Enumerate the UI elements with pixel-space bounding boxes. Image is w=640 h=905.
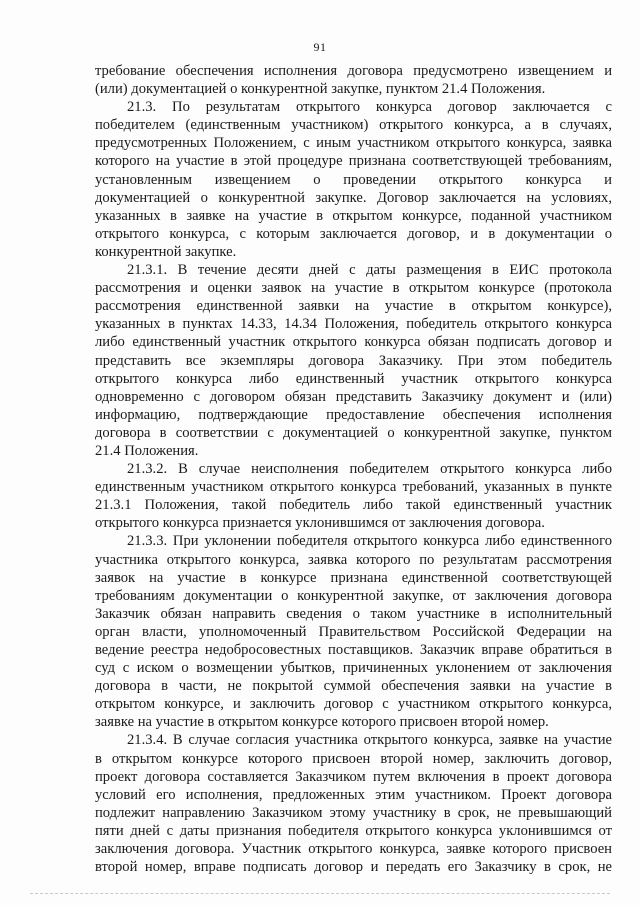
- text-line: договора в части, не покрытой суммой обеспечения заявки на участие в: [95, 678, 612, 695]
- text-line: указанных в заявке на участие в открытом конкурсе, поданной участником: [95, 207, 612, 224]
- text-line: 21.3.1. В течение десяти дней с даты размещения в ЕИС протокола: [127, 262, 612, 279]
- text-line: заявок на участие в конкурсе признана единственной соответствующей: [95, 569, 612, 586]
- text-line: Заказчик обязан направить сведения о таком участнике в исполнительный: [95, 605, 612, 622]
- text-line: информацию, подтверждающие предоставление обеспечения исполнения: [95, 406, 612, 423]
- text-line: суд с иском о возмещении убытков, причиненных уклонением от заключения: [95, 660, 612, 677]
- text-line: требованиям документации о конкурентной закупке, от заключения договора: [95, 587, 612, 604]
- text-line: требование обеспечения исполнения договора предусмотрено извещением и: [95, 63, 612, 79]
- text-line: указанных в пунктах 14.33, 14.34 Положения, победитель открытого конкурса: [95, 316, 612, 333]
- text-line: условий его исполнения, предложенных этим участником. Проект договора: [95, 786, 612, 803]
- text-line: 21.3.3. При уклонении победителя открытого конкурса либо единственного: [127, 533, 612, 550]
- text-line: 21.3.2. В случае неисполнения победителем открытого конкурса либо: [127, 461, 612, 478]
- text-line: которого на участие в этой процедуре признана соответствующей требованиям,: [95, 153, 612, 170]
- text-line: открытом конкурсе, и заключить договор с участником открытого конкурса,: [95, 696, 612, 713]
- document-body: [95, 62, 612, 876]
- text-line: документацией о конкурентной закупке. Договор заключается на условиях,: [95, 189, 612, 206]
- text-line: договора в соответствии с документацией о конкурентной закупке, пунктом: [95, 424, 612, 441]
- page-bottom-divider: [30, 893, 610, 894]
- text-line: подлежит направлению Заказчиком этому участнику в срок, не превышающий: [95, 804, 612, 821]
- text-line: 21.3.1 Положения, такой победитель либо такой единственный участник: [95, 497, 612, 514]
- text-line: открытого конкурса либо единственный участник открытого конкурса: [95, 370, 612, 387]
- text-line: одновременно с договором обязан представить Заказчику документ и (или): [95, 388, 612, 405]
- text-line: ведение реестра недобросовестных поставщиков. Заказчик вправе обратиться в: [95, 642, 612, 658]
- text-line: единственным участником открытого конкурса требований, указанных в пункте: [95, 479, 612, 496]
- text-line: заключения договора. Участник открытого конкурса, заявке которого присвоен: [95, 841, 612, 858]
- text-line: в открытом конкурсе которого присвоен второй номер, заключить договор,: [95, 750, 612, 767]
- text-line: орган власти, уполномоченный Правительством Российской Федерации на: [95, 623, 612, 640]
- page-number: 91: [313, 40, 327, 54]
- text-line: открытого конкурса, с которым заключается договор, и в документации о: [95, 225, 612, 242]
- text-line: представить все экземпляры договора Заказчику. При этом победитель: [95, 352, 612, 369]
- text-line: 21.3.4. В случае согласия участника открытого конкурса, заявке на участие: [127, 732, 612, 749]
- text-line: предусмотренных Положением, с иным участником открытого конкурса, заявка: [95, 135, 612, 152]
- text-line: заявке на участие в открытом конкурсе которого присвоен второй номер.: [95, 714, 549, 731]
- text-line: установленным извещением о проведении открытого конкурса и: [95, 171, 612, 188]
- text-line: 21.4 Положения.: [95, 442, 199, 459]
- text-line: пяти дней с даты признания победителя открытого конкурса уклонившимся от: [95, 822, 612, 839]
- text-line: либо единственный участник открытого конкурса обязан подписать договор и: [95, 334, 612, 351]
- text-line: второй номер, вправе подписать договор и передать его Заказчику в срок, не: [95, 859, 612, 876]
- text-line: (или) документацией о конкурентной закупке, пунктом 21.4 Положения.: [95, 81, 546, 98]
- text-line: участника открытого конкурса, заявка которого по результатам рассмотрения: [95, 551, 612, 568]
- text-line: конкурентной закупке.: [95, 243, 237, 260]
- text-line: 21.3. По результатам открытого конкурса договор заключается с: [127, 99, 612, 116]
- text-line: рассмотрения и оценки заявок на участие в открытом конкурсе (протокола: [95, 280, 612, 297]
- text-line: победителем (единственным участником) открытого конкурса, а в случаях,: [95, 117, 612, 134]
- text-line: открытого конкурса признается уклонившимся от заключения договора.: [95, 515, 545, 532]
- text-line: проект договора составляется Заказчиком путем включения в проект договора: [95, 768, 612, 785]
- text-line: рассмотрения единственной заявки на участие в открытом конкурсе),: [95, 298, 612, 315]
